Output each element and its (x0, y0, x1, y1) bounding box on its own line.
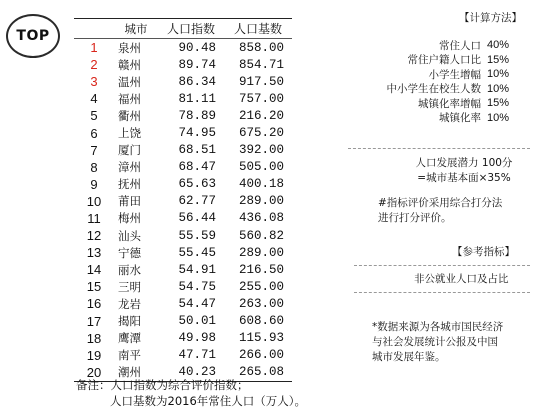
base-cell: 216.20 (238, 108, 284, 123)
source-line-3: 城市发展年鉴。 (372, 351, 446, 363)
city-cell: 福州 (118, 91, 141, 106)
index-cell: 65.63 (178, 177, 216, 192)
divider-2 (354, 265, 530, 266)
index-cell: 68.51 (178, 143, 216, 158)
base-cell: 289.00 (238, 194, 284, 209)
city-header: 城市 (124, 21, 148, 36)
rank-cell: 5 (90, 108, 98, 124)
rank-cell: 10 (86, 193, 102, 209)
potential-block (404, 156, 524, 186)
source-line-2: 与社会发展统计公报及中国 (372, 336, 498, 348)
table-row (74, 142, 292, 159)
potential-line-2: =城市基本面×35% (417, 172, 511, 184)
method-item-label: 小学生增幅 (428, 68, 481, 81)
base-cell: 675.20 (238, 126, 284, 141)
index-cell: 81.11 (178, 91, 216, 106)
table-row (74, 330, 292, 347)
city-cell: 漳州 (118, 160, 141, 175)
table-row (74, 295, 292, 312)
method-item-weight: 10% (487, 82, 510, 95)
top-badge: TOP (6, 14, 60, 58)
index-cell: 68.47 (178, 160, 216, 175)
rank-cell: 14 (86, 262, 102, 278)
index-cell: 90.48 (178, 40, 216, 55)
method-item (345, 111, 531, 126)
rank-cell: 11 (87, 210, 101, 226)
city-cell: 龙岩 (118, 296, 141, 311)
base-cell: 854.71 (238, 57, 284, 72)
city-cell: 三明 (118, 279, 141, 294)
rank-cell: 19 (86, 347, 102, 363)
table-row (74, 193, 292, 210)
method-item-weight: 10% (487, 111, 510, 124)
index-cell: 49.98 (178, 331, 216, 346)
rank-cell: 18 (86, 330, 102, 346)
rank-cell: 12 (86, 228, 102, 244)
index-cell: 89.74 (178, 57, 216, 72)
method-item-label: 城镇化率增幅 (418, 97, 481, 110)
table-row (74, 261, 292, 278)
index-cell: 86.34 (178, 74, 216, 89)
method-item (345, 67, 531, 82)
scoring-block (378, 196, 528, 226)
method-item-weight: 40% (487, 39, 510, 52)
city-cell: 上饶 (118, 126, 141, 141)
city-cell: 南平 (118, 348, 141, 363)
index-cell: 78.89 (178, 108, 216, 123)
table-row (74, 347, 292, 364)
rank-cell: 4 (90, 91, 98, 107)
source-note (372, 320, 532, 365)
source-line-1: *数据来源为各城市国民经济 (372, 321, 504, 333)
rank-cell: 17 (86, 313, 102, 329)
table-row (74, 73, 292, 90)
rank-cell: 2 (90, 57, 98, 73)
method-item (345, 96, 531, 111)
city-cell: 衢州 (118, 108, 141, 123)
rank-cell: 8 (90, 159, 98, 175)
method-item-weight: 15% (487, 53, 510, 66)
base-cell: 400.18 (238, 177, 284, 192)
table-row (74, 107, 292, 124)
rank-cell: 6 (90, 125, 98, 141)
base-cell: 289.00 (238, 245, 284, 260)
scoring-line-1: #指标评价采用综合打分法 (378, 197, 503, 209)
method-item-weight: 10% (487, 68, 510, 81)
base-header: 人口基数 (233, 22, 282, 36)
city-cell: 赣州 (118, 57, 141, 72)
index-cell: 54.91 (178, 262, 216, 277)
rank-cell: 7 (90, 142, 98, 158)
table-header (74, 19, 292, 39)
base-cell: 917.50 (238, 74, 284, 89)
rank-cell: 9 (90, 176, 98, 192)
base-cell: 115.93 (238, 331, 284, 346)
table-row (74, 124, 292, 141)
method-item-weight: 15% (487, 97, 510, 110)
table-body (74, 39, 292, 381)
method-item-label: 中小学生在校生人数 (386, 83, 481, 96)
table-row (74, 278, 292, 295)
table-row (74, 244, 292, 261)
table-row (74, 90, 292, 107)
reference-title: 【参考指标】 (452, 246, 515, 258)
index-cell: 56.44 (178, 211, 216, 226)
city-cell: 梅州 (118, 211, 141, 226)
rank-cell: 15 (86, 279, 102, 295)
rank-cell: 20 (86, 364, 102, 380)
base-cell: 436.08 (238, 211, 284, 226)
potential-line-1: 人口发展潜力 100分 (415, 157, 513, 169)
index-cell: 55.59 (178, 228, 216, 243)
table-row (74, 176, 292, 193)
method-item (345, 38, 531, 53)
city-cell: 温州 (118, 74, 141, 89)
table-row (74, 313, 292, 330)
method-item (345, 82, 531, 97)
method-item-label: 常住人口 (439, 39, 481, 52)
base-cell: 216.50 (238, 262, 284, 277)
divider-3 (354, 292, 530, 293)
reference-item: 非公就业人口及占比 (414, 273, 509, 285)
note-line-1: 备注：人口指数为综合评价指数； (76, 378, 249, 392)
city-cell: 厦门 (118, 143, 141, 158)
base-cell: 392.00 (238, 143, 284, 158)
index-cell: 50.01 (178, 314, 216, 329)
base-cell: 265.08 (238, 365, 284, 380)
index-cell: 55.45 (178, 245, 216, 260)
index-cell: 74.95 (178, 126, 216, 141)
base-cell: 263.00 (238, 296, 284, 311)
table-row (74, 56, 292, 73)
base-cell: 608.60 (238, 314, 284, 329)
base-cell: 858.00 (238, 40, 284, 55)
city-cell: 泉州 (118, 40, 141, 55)
index-cell: 62.77 (178, 194, 216, 209)
method-item-label: 城镇化率 (439, 112, 481, 125)
rank-cell: 13 (86, 245, 102, 261)
divider-1 (348, 148, 530, 149)
index-cell: 40.23 (178, 365, 216, 380)
method-title: 【计算方法】 (459, 12, 522, 24)
city-cell: 丽水 (118, 262, 141, 277)
table-row (74, 159, 292, 176)
city-cell: 汕头 (118, 228, 141, 243)
base-cell: 560.82 (238, 228, 284, 243)
method-list (345, 38, 531, 125)
city-cell: 揭阳 (118, 314, 141, 329)
index-header: 人口指数 (166, 22, 215, 36)
rank-cell: 3 (90, 74, 98, 90)
city-cell: 莆田 (118, 194, 141, 209)
note-line-2: 人口基数为2016年常住人口（万人）。 (110, 394, 307, 408)
index-cell: 47.71 (178, 348, 216, 363)
base-cell: 505.00 (238, 160, 284, 175)
base-cell: 266.00 (238, 348, 284, 363)
city-cell: 鹰潭 (118, 331, 141, 346)
city-cell: 潮州 (118, 365, 141, 380)
table-row (74, 210, 292, 227)
ranking-table (74, 18, 292, 382)
city-cell: 宁德 (118, 245, 141, 260)
index-cell: 54.75 (178, 279, 216, 294)
base-cell: 255.00 (238, 279, 284, 294)
base-cell: 757.00 (238, 91, 284, 106)
method-item (345, 53, 531, 68)
rank-cell: 1 (90, 40, 98, 56)
method-item-label: 常住户籍人口比 (407, 54, 481, 67)
scoring-line-2: 进行打分评价。 (378, 212, 452, 224)
table-row (74, 39, 292, 56)
index-cell: 54.47 (178, 296, 216, 311)
table-row (74, 227, 292, 244)
city-cell: 抚州 (118, 177, 141, 192)
rank-cell: 16 (86, 296, 102, 312)
